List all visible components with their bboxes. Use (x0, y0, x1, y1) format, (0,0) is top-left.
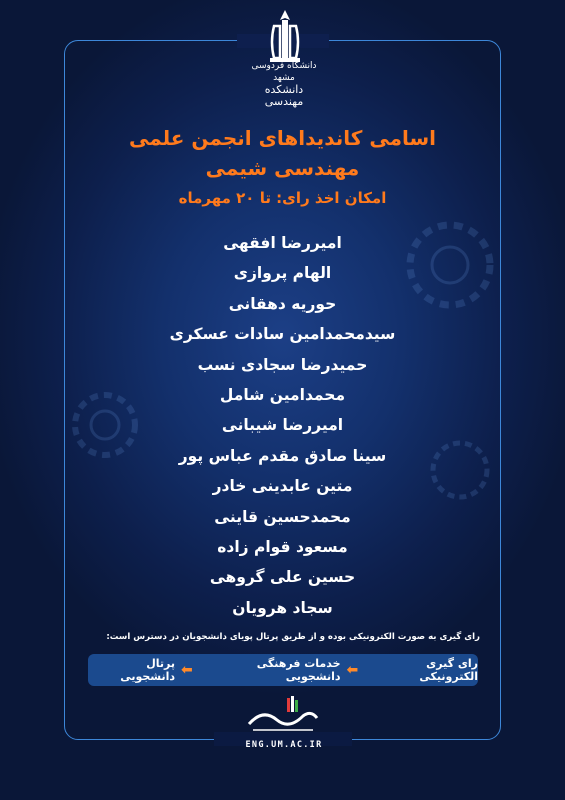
faculty-name-text: دانشکده مهندسی (264, 83, 304, 108)
candidate-name: محمدحسین قاینی (214, 507, 351, 526)
candidate-name: حمیدرضا سجادی نسب (197, 355, 368, 374)
title-line-2: مهندسی شیمی (205, 156, 360, 180)
candidate-name: مسعود قوام زاده (217, 537, 348, 556)
candidate-name: سجاد هرویان (232, 598, 333, 617)
candidate-list (80, 228, 485, 623)
candidate-name: سینا صادق مقدم عباس پور (178, 446, 387, 465)
voting-path (88, 654, 478, 686)
candidate-name: الهام پروازی (233, 264, 332, 283)
candidate-name: امیررضا افقهی (223, 234, 342, 252)
title-line-1: اسامی کاندیداهای انجمن علمی (128, 126, 437, 150)
path-step-portal: پرتال دانشجویی (120, 657, 176, 683)
university-name (248, 60, 320, 108)
faculty-url[interactable]: ENG.UM.AC.IR (245, 740, 323, 750)
candidate-name: سیدمحمدامین سادات عسکری (169, 325, 396, 344)
arrow-left-icon: ⬅ (181, 662, 193, 678)
faculty-logo-icon (243, 694, 323, 738)
voting-note: رای گیری به صورت الکترونیکی بوده و از طریق پرتال پویای دانشجویان در دسترس است: (106, 632, 480, 642)
voting-deadline: امکان اخذ رای: تا ۲۰ مهرماه (178, 189, 387, 207)
candidate-name: امیررضا شیبانی (221, 416, 344, 435)
candidate-name: حسین علی گروهی (209, 568, 356, 587)
path-step-cultural-services: خدمات فرهنگی دانشجویی (256, 657, 341, 683)
path-step-electronic-voting: رای گیری الکترونیکی (419, 657, 478, 683)
candidate-name: محمدامین شامل (219, 385, 346, 404)
candidate-name: حوریه دهقانی (228, 294, 337, 313)
arrow-left-icon: ⬅ (346, 662, 359, 678)
candidate-name: متین عابدینی خادر (212, 477, 353, 496)
university-name-text: دانشگاه فردوسی مشهد (251, 61, 317, 83)
